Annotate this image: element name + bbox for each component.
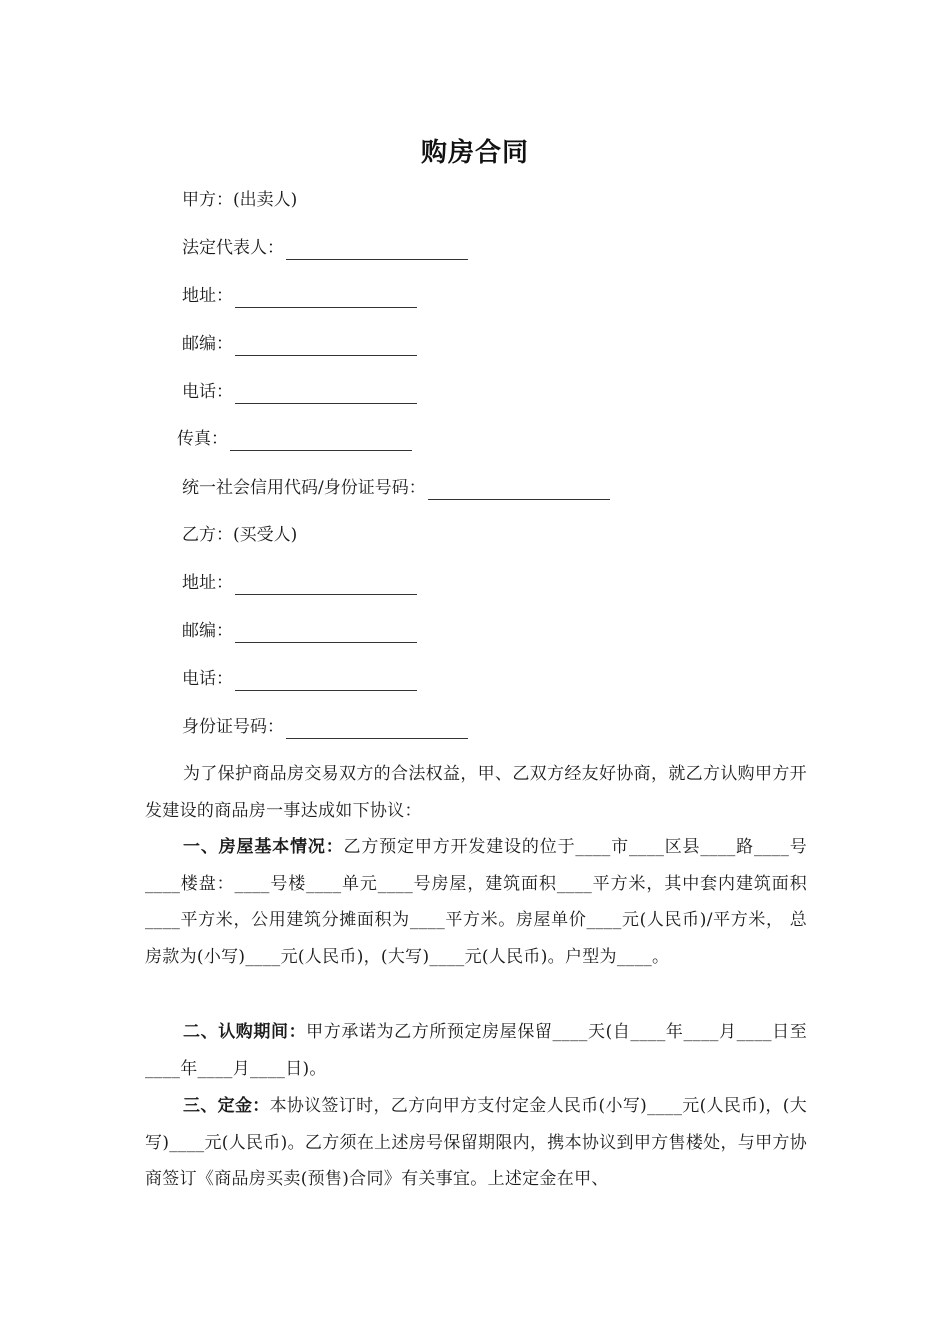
field-label: 地址： (182, 286, 233, 306)
field-label: 身份证号码： (182, 717, 284, 737)
intro-paragraph: 为了保护商品房交易双方的合法权益，甲、乙双方经友好协商，就乙方认购甲方开发建设的商品房一事达成如下协议： (145, 764, 807, 821)
fill-in-blank (235, 385, 417, 404)
fill-in-blank (235, 337, 417, 356)
fill-in-blank (235, 624, 417, 643)
fill-in-blank (286, 241, 468, 260)
fill-in-blank (230, 432, 412, 451)
party-b-phone-field (182, 667, 417, 691)
fill-in-blank (428, 481, 610, 500)
section-text: 甲方承诺为乙方所预定房屋保留____天(自____年____月____日至____年____月____日)。 (145, 1022, 807, 1079)
field-label: 统一社会信用代码/身份证号码： (182, 478, 426, 498)
field-label: 电话： (182, 382, 233, 402)
party-b-address-field (182, 571, 417, 595)
section-subscription-period (145, 1014, 807, 1087)
field-label: 邮编： (182, 621, 233, 641)
field-label: 传真： (177, 429, 228, 449)
party-a-heading (182, 188, 297, 212)
document-title: 购房合同 (420, 138, 529, 168)
section-house-info (145, 829, 807, 975)
party-a-representative-field (182, 236, 468, 260)
party-a-address-field (182, 284, 417, 308)
party-b-id-field (182, 715, 468, 739)
section-text: 乙方预定甲方开发建设的位于____市____区县____路____号____楼盘：____号楼____单元____号房屋，建筑面积____平方米，其中套内建筑面积____平方米，公用建筑分摊面积为____平方米。房屋单价____元(人民币)/平方米， 总房款为(小写)____元(人民币)，(大写)____元(人民币)。户型为____。 (145, 837, 807, 967)
field-label: 地址： (182, 573, 233, 593)
party-a-fax-field (177, 427, 412, 451)
section-deposit (145, 1088, 807, 1198)
party-a-postcode-field (182, 332, 417, 356)
party-b-postcode-field (182, 619, 417, 643)
fill-in-blank (235, 672, 417, 691)
section-heading: 二、认购期间： (183, 1022, 307, 1042)
party-b-heading (182, 523, 297, 547)
fill-in-blank (235, 576, 417, 595)
section-text: 本协议签订时，乙方向甲方支付定金人民币(小写)____元(人民币)，(大写)____元(人民币)。乙方须在上述房号保留期限内，携本协议到甲方售楼处，与甲方协商签订《商品房买卖(预售)合同》有关事宜。上述定金在甲、 (145, 1096, 807, 1189)
field-label: 电话： (182, 669, 233, 689)
party-b-heading-text: 乙方：(买受人) (182, 525, 298, 545)
party-a-heading-text: 甲方：(出卖人) (182, 190, 298, 210)
party-a-phone-field (182, 380, 417, 404)
party-a-credit-code-field (182, 476, 610, 500)
section-heading: 一、房屋基本情况： (183, 837, 344, 857)
section-heading: 三、定金： (183, 1096, 270, 1116)
fill-in-blank (235, 289, 417, 308)
fill-in-blank (286, 720, 468, 739)
field-label: 邮编： (182, 334, 233, 354)
field-label: 法定代表人： (182, 238, 284, 258)
